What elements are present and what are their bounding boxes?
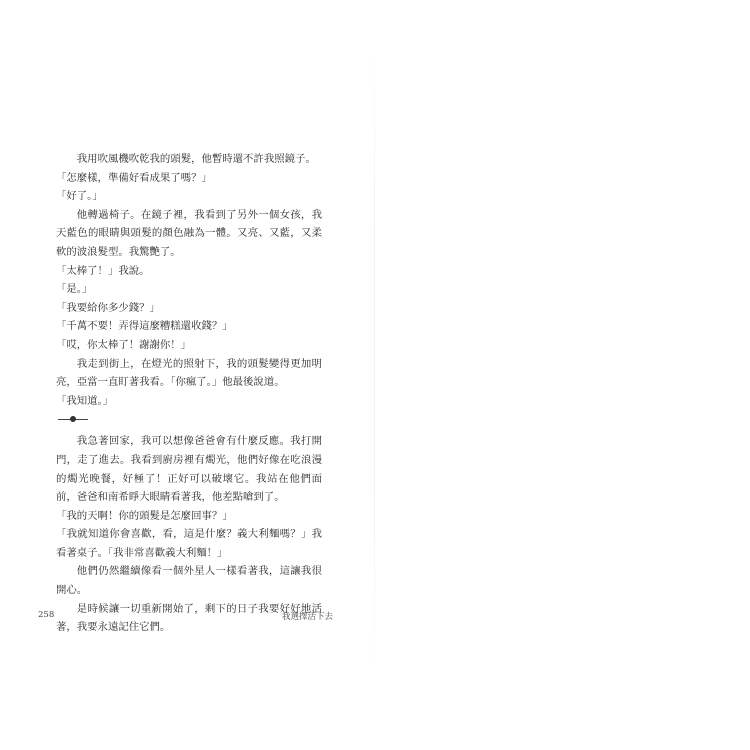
paragraph-text: 「我要給你多少錢？」	[56, 301, 160, 314]
paragraph	[56, 150, 322, 169]
paragraph	[56, 280, 322, 299]
paragraph-text: 「我的天啊！你的頭髮是怎麼回事？」	[56, 509, 233, 522]
paragraph-text: 是時候讓一切重新開始了，剩下的日子我要好好地活著，我要永遠記住它們。	[56, 602, 322, 634]
paragraph-text: 「太棒了！」我說。	[56, 264, 150, 277]
paragraph-text: 「是。」	[56, 283, 93, 296]
divider-dot-icon	[70, 416, 76, 422]
paragraph	[56, 262, 322, 281]
paragraph-text: 「千萬不要！弄得這麼糟糕還收錢？」	[56, 320, 233, 333]
paragraph-text: 他們仍然繼續像看一個外星人一樣看著我，這讓我很開心。	[56, 565, 322, 597]
paragraph-text: 我急著回家，我可以想像爸爸會有什麼反應。我打開門，走了進去。我看到廚房裡有燭光，他們好像在吃浪漫的燭光晚餐，好極了！正好可以破壞它。我站在他們面前，爸爸和南希睜大眼睛看著我，他差點嗆到了。	[56, 435, 322, 504]
paragraph	[56, 299, 322, 318]
paragraph-text: 「怎麼樣，準備好看成果了嗎？」	[56, 171, 212, 184]
left-running-head: 我選擇活下去	[282, 612, 334, 622]
paragraph	[56, 562, 322, 599]
section-divider	[58, 410, 88, 428]
left-page-body	[56, 150, 322, 637]
paragraph	[56, 169, 322, 188]
paragraph	[56, 507, 322, 526]
right-page	[375, 0, 750, 750]
paragraph-text: 「好了。」	[56, 190, 103, 203]
paragraph	[56, 432, 322, 506]
paragraph-text: 「我知道。」	[56, 394, 114, 407]
paragraph	[56, 317, 322, 336]
paragraph	[56, 392, 322, 411]
paragraph	[56, 187, 322, 206]
paragraph-text: 我用吹風機吹乾我的頭髮，他暫時還不許我照鏡子。	[76, 153, 316, 165]
paragraph	[56, 525, 322, 562]
paragraph	[56, 206, 322, 262]
paragraph	[56, 336, 322, 355]
paragraph-text: 我走到街上，在燈光的照射下，我的頭髮變得更加明亮，亞當一直盯著我看。「你瘋了。」他最後說道。	[56, 357, 322, 389]
paragraph-text: 「我就知道你會喜歡，看，這是什麼？義大利麵嗎？」我看著桌子。「我非常喜歡義大利麵！」	[56, 528, 322, 559]
left-page-number: 258	[38, 610, 55, 620]
paragraph-text: 「哎，你太棒了！謝謝你！」	[56, 338, 192, 351]
paragraph	[56, 355, 322, 392]
paragraph-text: 他轉過椅子。在鏡子裡，我看到了另外一個女孩，我天藍色的眼睛與頭髮的顏色融為一體。又亮、又藍，又柔軟的波浪髮型。我驚艷了。	[56, 208, 322, 258]
